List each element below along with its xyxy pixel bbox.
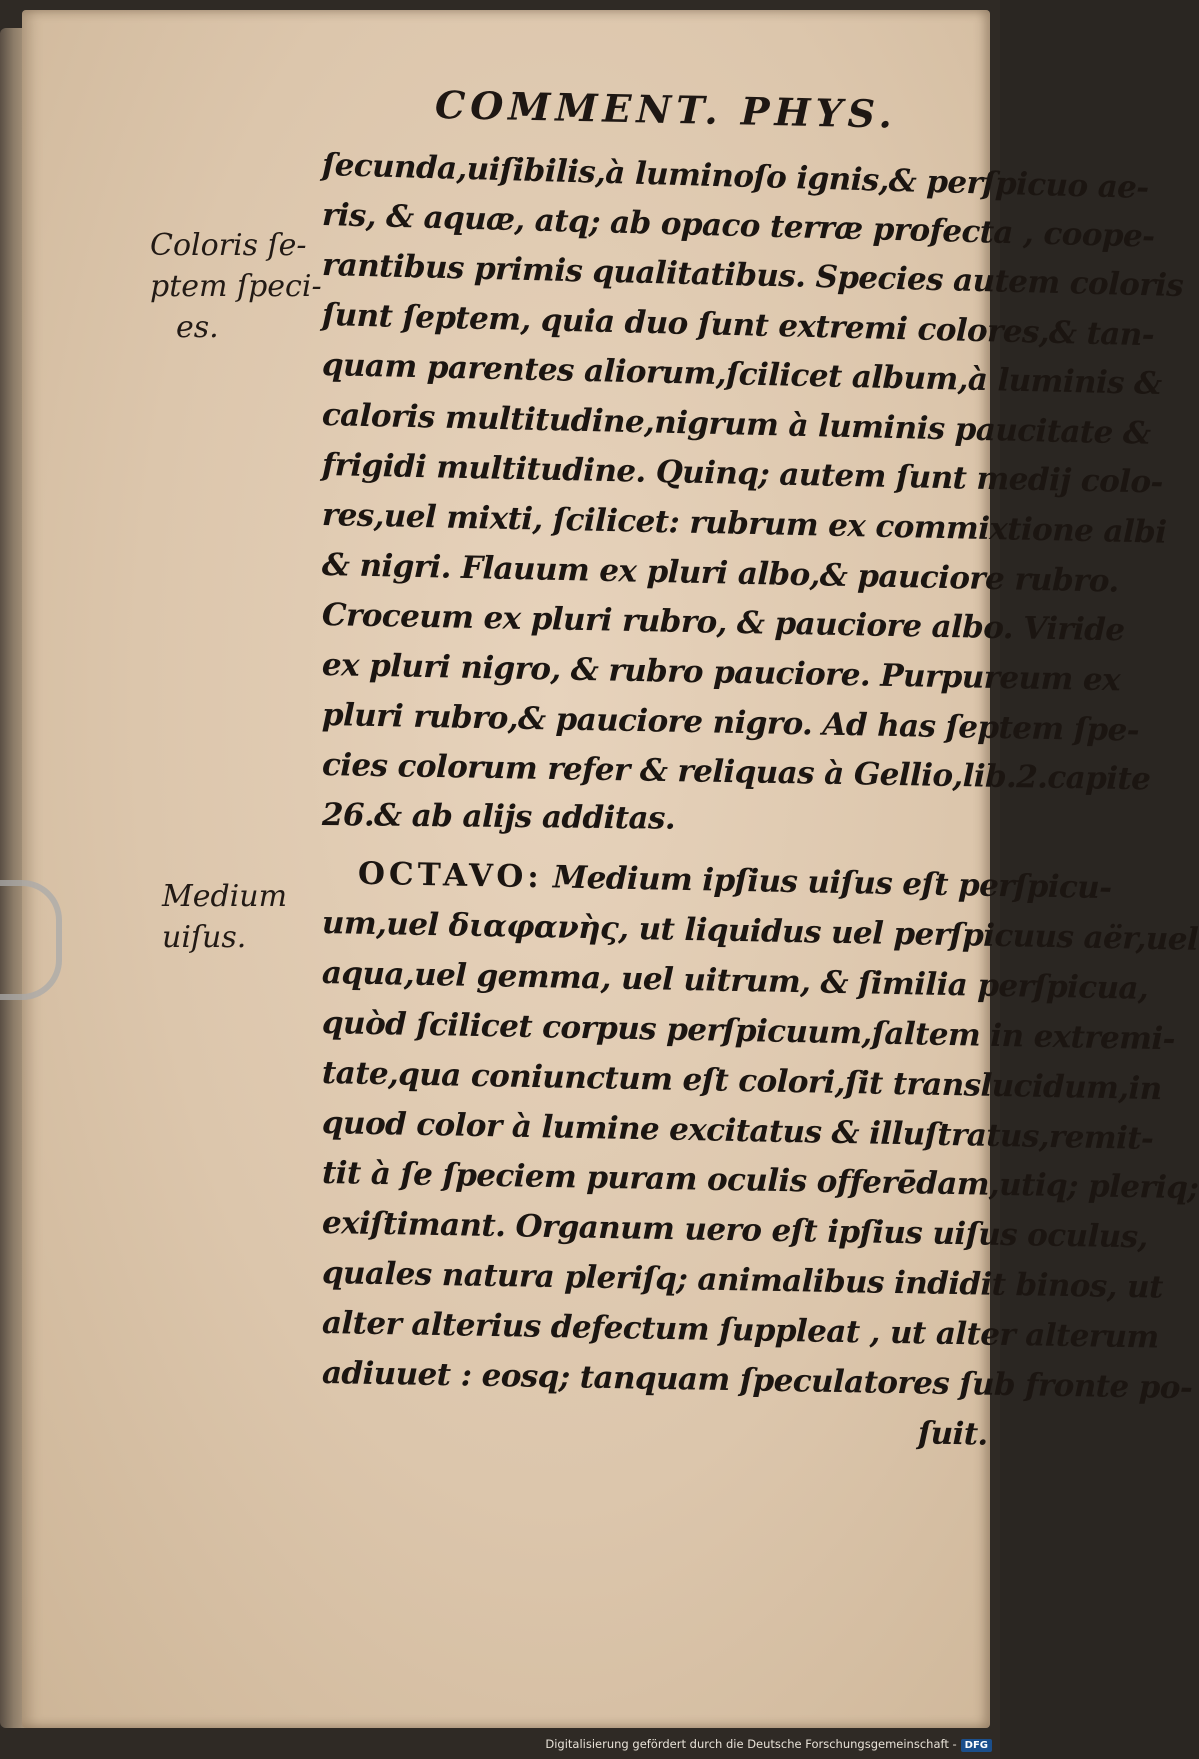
text-line: ſecunda,uiſibilis,à luminoſo ignis,& perſpicuo ae- (321, 147, 1150, 207)
text-line: um,uel διαφανὴς, ut liquidus uel perſpicuus aër,uel (321, 905, 1199, 958)
text-line: Croceum ex pluri rubro, & pauciore albo. Viride (321, 597, 1125, 649)
text-line: quam parentes aliorum,ſcilicet album,à luminis & (321, 347, 1162, 403)
text-fragment: Medium ipſius uiſus eſt perſpicu- (542, 859, 1112, 907)
text-line: alter alterius defectum ſuppleat , ut alter alterum (321, 1305, 1159, 1356)
text-line: 26.& ab alijs additas. (321, 797, 676, 837)
margin-note-line: Medium (162, 879, 288, 914)
text-line: frigidi multitudine. Quinq; autem ſunt medij colo- (321, 447, 1164, 501)
section-lead-word: OCTAVO: (357, 855, 544, 896)
margin-note-colors (150, 225, 322, 348)
text-line: adiuuet : eosq; tanquam ſpeculatores ſub fronte po- (321, 1355, 1193, 1407)
margin-note-line: uiſus. (162, 920, 247, 955)
text-line: ſuit. (917, 1415, 988, 1453)
text-line: quales natura pleriſq; animalibus indidit binos, ut (321, 1255, 1164, 1306)
text-line: rantibus primis qualitatibus. Species autem coloris (321, 247, 1184, 305)
digitization-footer (545, 1737, 992, 1752)
running-header: COMMENT. PHYS. (434, 82, 898, 137)
text-line: ex pluri nigro, & rubro pauciore. Purpureum ex (321, 647, 1121, 699)
margin-note-line: es. (176, 310, 219, 345)
margin-note-line: Coloris ſe- (150, 228, 307, 263)
text-line: cies colorum refer & reliquas à Gellio,lib.2.capite (321, 747, 1151, 798)
margin-note-line: ptem ſpeci- (150, 269, 322, 304)
text-line: ris, & aquæ, atq; ab opaco terræ profecta , coope- (321, 197, 1155, 255)
text-line: aqua,uel gemma, uel uitrum, & ſimilia perſpicua, (321, 955, 1149, 1007)
text-line: res,uel mixti, ſcilicet: rubrum ex commixtione albi (321, 497, 1167, 551)
footer-text: Digitalisierung gefördert durch die Deutsche Forschungsgemeinschaft - (545, 1737, 957, 1751)
text-line: pluri rubro,& pauciore nigro. Ad has ſeptem ſpe- (321, 697, 1140, 749)
text-line: tate,qua coniunctum eſt colori,ſit translucidum,in (321, 1055, 1162, 1108)
text-line: exiſtimant. Organum uero eſt ipſius uiſus oculus, (321, 1205, 1148, 1256)
paragraph-medium-visus (321, 848, 1199, 1453)
text-line: tit à ſe ſpeciem puram oculis offerēdam,utiq; pleriq; (321, 1155, 1199, 1207)
page-clip (0, 880, 62, 1000)
text-line: ſunt ſeptem, quia duo ſunt extremi colores,& tan- (321, 297, 1155, 354)
paragraph-colors (321, 140, 1184, 840)
text-line: quòd ſcilicet corpus perſpicuum,ſaltem in extremi- (321, 1005, 1176, 1058)
text-line: quod color à lumine excitatus & illuſtratus,remit- (321, 1105, 1154, 1157)
margin-note-medium (162, 876, 287, 958)
dfg-logo-icon: DFG (961, 1739, 992, 1752)
text-line: caloris multitudine,nigrum à luminis paucitate & (321, 397, 1151, 452)
text-line: & nigri. Flauum ex pluri albo,& pauciore rubro. (321, 547, 1119, 600)
